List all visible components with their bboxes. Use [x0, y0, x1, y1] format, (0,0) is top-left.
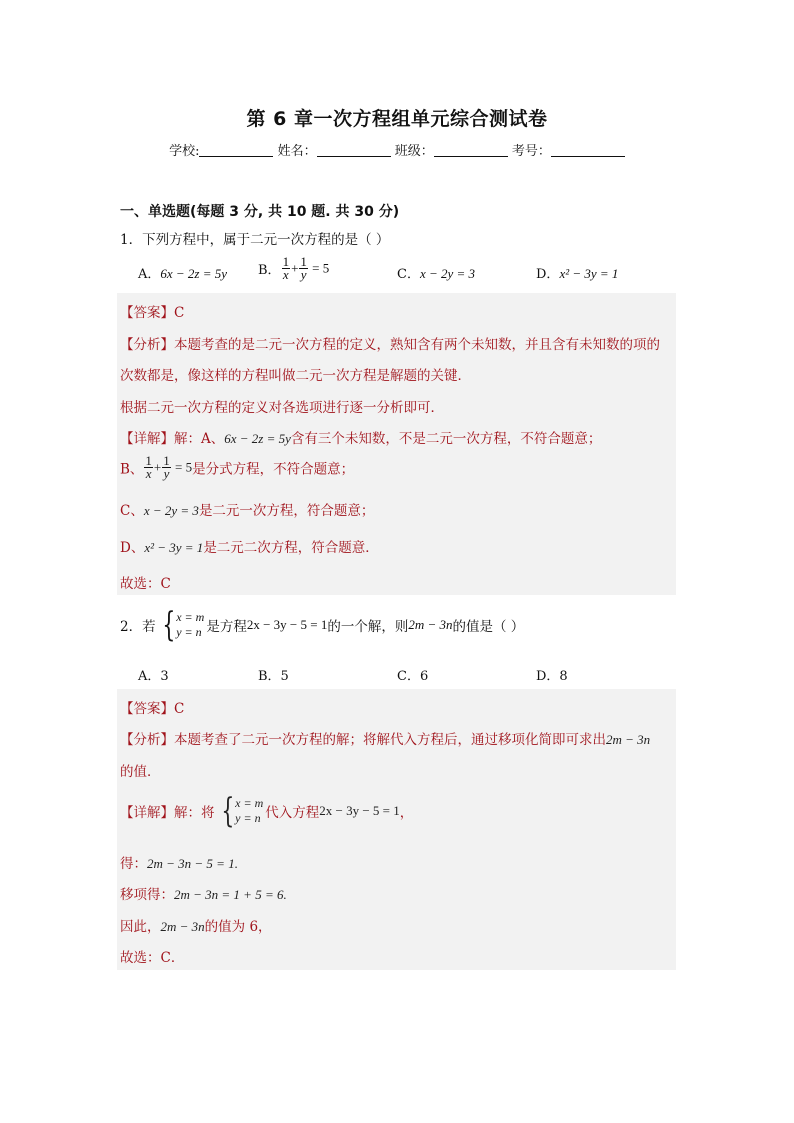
- school-blank: [199, 144, 273, 157]
- question-2-stem: 2．若 { x = m y = n 是方程2x − 3y − 5 = 1的一个解，则2m − 3n的值是（ ）: [120, 605, 525, 645]
- school-label: 学校:: [169, 144, 200, 159]
- q2-analysis-line-2: 的值．: [120, 764, 161, 780]
- q1-detail-a: 【详解】解：A、6x − 2z = 5y含有三个未知数，不是二元一次方程，不符合题意；: [120, 431, 602, 447]
- q2-option-d: D．8: [536, 669, 568, 684]
- q2-answer: 【答案】C: [120, 701, 185, 717]
- fraction: $\frac{1}{y}$: [163, 453, 170, 481]
- q1-option-c: C．x − 2y = 3: [397, 266, 476, 282]
- equation-system: { x = m y = n: [161, 605, 205, 645]
- class-blank: [434, 144, 508, 157]
- q2-option-c: C．6: [397, 669, 429, 684]
- number-blank: [551, 144, 625, 157]
- q1-choice: 故选：C: [120, 576, 171, 592]
- q1-option-b: B． $\frac{1}{x}$ + $\frac{1}{y}$ = 5: [258, 254, 330, 282]
- q2-step-3: 因此，2m − 3n的值为 6，: [120, 919, 272, 935]
- q1-analysis-line-3: 根据二元一次方程的定义对各选项进行逐一分析即可．: [120, 400, 444, 416]
- student-info-line: [0, 140, 794, 159]
- q2-detail: 【详解】解：将 { x = m y = n 代入方程2x − 3y − 5 = 1，: [120, 791, 414, 831]
- q1-analysis-line-1: 【分析】本题考查的是二元一次方程的定义，熟知含有两个未知数，并且含有未知数的项的: [120, 337, 660, 353]
- q2-analysis-line-1: 【分析】本题考查了二元一次方程的解；将解代入方程后，通过移项化简即可求出2m − 3n: [120, 732, 651, 748]
- q2-choice: 故选：C．: [120, 950, 185, 966]
- fraction: $\frac{1}{x}$: [145, 453, 152, 481]
- q1-answer: 【答案】C: [120, 305, 185, 321]
- q1-detail-b: B、 $\frac{1}{x}$ + $\frac{1}{y}$ = 5是分式方程，不符合题意；: [120, 453, 355, 481]
- q2-option-b: B．5: [258, 669, 289, 684]
- q1-option-a: A．6x − 2z = 5y: [138, 266, 228, 282]
- equation-system: { x = m y = n: [220, 791, 264, 831]
- q2-option-a: A．3: [138, 669, 169, 684]
- number-label: 考号：: [511, 144, 551, 159]
- fraction: $\frac{1}{x}$: [282, 254, 290, 282]
- name-blank: [317, 144, 391, 157]
- q2-step-2: 移项得：2m − 3n = 1 + 5 = 6.: [120, 887, 287, 903]
- q1-detail-c: C、x − 2y = 3是二元一次方程，符合题意；: [120, 503, 375, 519]
- q1-option-d: D．x² − 3y = 1: [536, 266, 619, 282]
- name-label: 姓名：: [277, 144, 317, 159]
- page-title: 第 6 章一次方程组单元综合测试卷: [246, 108, 548, 130]
- q2-step-1: 得：2m − 3n − 5 = 1.: [120, 856, 238, 872]
- q1-detail-d: D、x² − 3y = 1是二元二次方程，符合题意．: [120, 540, 379, 556]
- section-header: 一、单选题(每题 3 分, 共 10 题. 共 30 分): [120, 204, 400, 220]
- class-label: 班级：: [394, 144, 434, 159]
- q1-analysis-line-2: 次数都是，像这样的方程叫做二元一次方程是解题的关键．: [120, 368, 471, 384]
- fraction: $\frac{1}{y}$: [300, 254, 307, 282]
- question-1-stem: 1．下列方程中，属于二元一次方程的是（ ）: [120, 232, 390, 248]
